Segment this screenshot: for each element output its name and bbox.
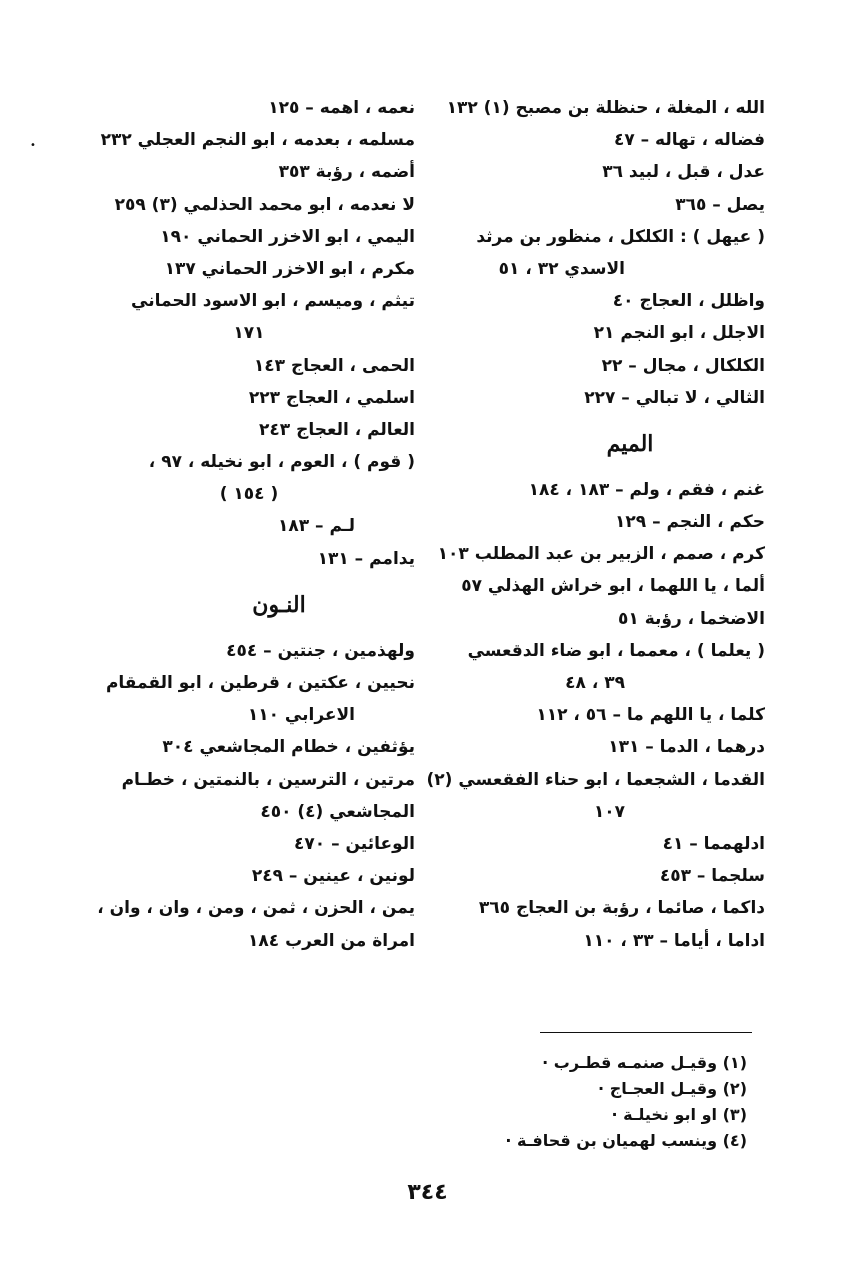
index-entry: نحيين ، عكتين ، قرطين ، ابو القمقام <box>105 673 415 693</box>
footnote: (٤) وينسب لهميان بن قحافـة · <box>505 1131 747 1150</box>
margin-dot-icon: • <box>30 140 36 151</box>
footnote: (٣) او ابو نخيلـة · <box>611 1105 747 1124</box>
index-entry: ( يعلما ) ، معمما ، ابو ضاء الدقعسي <box>467 640 765 661</box>
index-entry: لا نعدمه ، ابو محمد الحذلمي (٣) ٢٥٩ <box>114 194 415 215</box>
footnotes <box>417 1050 747 1154</box>
section-heading-meem: الميم <box>606 430 654 457</box>
section-heading-noon: النـون <box>252 591 306 618</box>
index-entry-continuation: ١٠٧ <box>593 801 625 822</box>
index-entry: ( قوم ) ، العوم ، ابو نخيله ، ٩٧ ، <box>148 452 415 473</box>
index-entry-continuation: المجاشعي (٤) ٤٥٠ <box>260 801 415 822</box>
footnote: (١) وقيـل صنمـه قطـرب · <box>542 1053 747 1072</box>
footnote: (٢) وقيـل العجـاج · <box>598 1079 747 1098</box>
index-entry: لـم – ١٨٣ <box>277 516 355 537</box>
index-entry-continuation: امراة من العرب ١٨٤ <box>248 930 415 951</box>
index-entry: تيثم ، وميسم ، ابو الاسود الحماني <box>131 291 415 312</box>
index-entry: ولهذمين ، جنتين – ٤٥٤ <box>226 640 415 661</box>
index-entry: نعمه ، اهمه – ١٢٥ <box>268 98 415 118</box>
index-entry: ألما ، يا اللهما ، ابو خراش الهذلي ٥٧ <box>461 576 765 597</box>
index-entry: يمن ، الحزن ، ثمن ، ومن ، وان ، وان ، <box>97 898 415 919</box>
index-entry: عدل ، قبل ، لبيد ٣٦ <box>602 162 765 183</box>
index-entry: ادلهمما – ٤١ <box>662 833 765 854</box>
index-entry: يدامم – ١٣١ <box>317 548 415 569</box>
index-entry: غنم ، فقم ، ولم – ١٨٣ ، ١٨٤ <box>528 479 765 500</box>
footnote-divider <box>540 1032 752 1033</box>
index-entry-continuation: الاعرابي ١١٠ <box>247 705 355 726</box>
index-entry: الله ، المغلة ، حنظلة بن مصبح (١) ١٣٢ <box>446 98 765 118</box>
index-entry: كرم ، صمم ، الزبير بن عبد المطلب ١٠٣ <box>437 544 765 565</box>
index-entry: الكلكال ، مجال – ٢٢ <box>601 355 765 376</box>
left-column <box>83 92 415 957</box>
index-entry: كلما ، يا اللهم ما – ٥٦ ، ١١٢ <box>536 705 765 726</box>
index-entry: لونين ، عينين – ٢٤٩ <box>251 866 415 887</box>
index-entry: ( عيهل ) : الكلكل ، منظور بن مرثد <box>476 226 765 247</box>
index-entry: درهما ، الدما – ١٣١ <box>608 737 765 758</box>
index-entry: أضمه ، رؤبة ٣٥٣ <box>278 162 415 183</box>
index-entry-continuation: الاسدي ٣٢ ، ٥١ <box>498 258 625 279</box>
index-entry: الوعائين – ٤٧٠ <box>294 833 415 854</box>
page-number: ٣٤٤ <box>407 1180 448 1205</box>
index-entry: يؤثفين ، خطام المجاشعي ٣٠٤ <box>162 737 415 758</box>
index-entry: مرتين ، الترسين ، بالنمتين ، خطـام <box>121 769 415 790</box>
index-entry: داكما ، صائما ، رؤبة بن العجاج ٣٦٥ <box>478 898 765 919</box>
index-entry: حكم ، النجم – ١٢٩ <box>615 512 765 533</box>
index-entry: سلجما – ٤٥٣ <box>659 866 765 887</box>
index-entry: فضاله ، تهاله – ٤٧ <box>613 130 765 151</box>
index-entry: يصل – ٣٦٥ <box>675 194 765 215</box>
index-entry-continuation: ٣٩ ، ٤٨ <box>565 673 625 693</box>
right-column <box>426 92 765 957</box>
index-entry: اليمي ، ابو الاخزر الحماني ١٩٠ <box>160 226 415 247</box>
index-entry-continuation: ١٧١ <box>233 323 265 344</box>
index-entry: اسلمي ، العجاج ٢٢٣ <box>248 387 415 408</box>
index-entry: الثالي ، لا تبالي – ٢٢٧ <box>584 387 765 408</box>
index-entry: واظلل ، العجاج ٤٠ <box>612 291 765 312</box>
index-entry: اداما ، أياما – ٣٣ ، ١١٠ <box>583 930 765 951</box>
index-entry-continuation: ( ١٥٤ ) <box>219 484 279 505</box>
index-entry: مكرم ، ابو الاخزر الحماني ١٣٧ <box>164 258 415 279</box>
index-entry: الحمى ، العجاج ١٤٣ <box>253 355 415 376</box>
index-entry: الاضخما ، رؤبة ٥١ <box>618 608 765 629</box>
index-entry: القدما ، الشجعما ، ابو حناء الفقعسي (٢) <box>426 769 765 790</box>
index-entry: الاجلل ، ابو النجم ٢١ <box>593 323 765 344</box>
index-entry: العالم ، العجاج ٢٤٣ <box>259 419 415 440</box>
index-entry: مسلمه ، بعدمه ، ابو النجم العجلي ٢٣٢ <box>100 130 415 151</box>
